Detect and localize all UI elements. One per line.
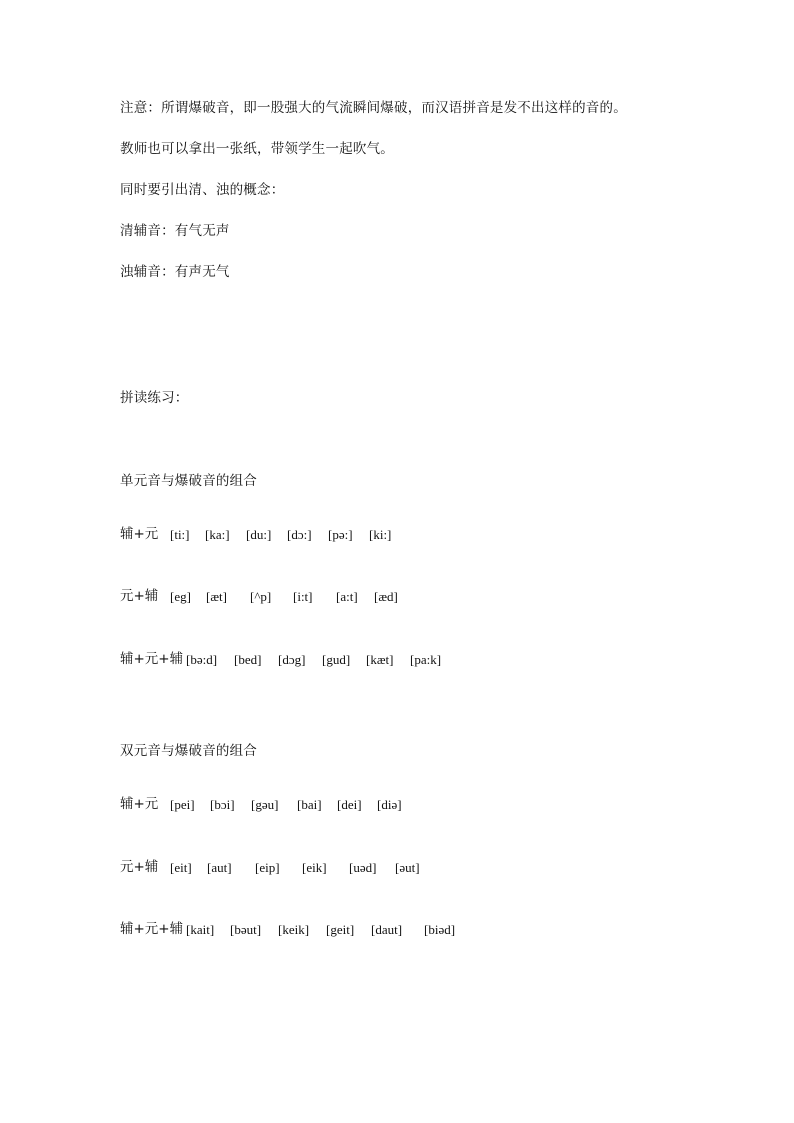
phonetic-item: [^p]: [250, 589, 272, 604]
phonetic-item: [æt]: [206, 589, 227, 604]
phonetic-item: [æd]: [374, 589, 398, 604]
phonetic-item: [bed]: [234, 652, 262, 667]
phonetic-item: [bɔi]: [210, 797, 235, 812]
phonetic-item: [keik]: [278, 922, 310, 937]
phonetic-item: [a:t]: [336, 589, 358, 604]
phonetic-item: [ki:]: [369, 527, 392, 542]
phonetic-item: [diə]: [377, 797, 402, 812]
phonetic-item: [geit]: [326, 922, 355, 937]
phonetic-item: [pə:]: [328, 527, 353, 542]
phonetic-item: [kait]: [186, 922, 215, 937]
note-voiced-consonant: 浊辅音：有声无气: [120, 264, 230, 280]
phonetic-item: [eip]: [255, 860, 280, 875]
row-label: 辅+元+辅: [120, 921, 184, 937]
row-label: 元+辅: [120, 859, 159, 875]
phonetic-item: [ti:]: [170, 527, 190, 542]
phonetic-item: [eit]: [170, 860, 192, 875]
section1-heading: 单元音与爆破音的组合: [120, 473, 257, 489]
phonetic-item: [eg]: [170, 589, 191, 604]
phonetic-item: [bai]: [297, 797, 322, 812]
note-teacher-paper: 教师也可以拿出一张纸，带领学生一起吹气。: [120, 141, 394, 157]
phonetic-item: [bəut]: [230, 922, 262, 937]
phonetic-item: [aut]: [207, 860, 232, 875]
row-label: 辅+元: [120, 526, 159, 542]
phonetic-item: [əut]: [395, 860, 420, 875]
phonetic-item: [dɔ:]: [287, 527, 312, 542]
phonetic-item: [gud]: [322, 652, 351, 667]
practice-heading: 拼读练习：: [120, 390, 189, 406]
phonetic-item: [daut]: [371, 922, 403, 937]
note-voiced-voiceless: 同时要引出清、浊的概念：: [120, 182, 285, 198]
phonetic-item: [i:t]: [293, 589, 313, 604]
phonetic-item: [dɔg]: [278, 652, 306, 667]
phonetic-item: [gəu]: [251, 797, 279, 812]
phonetic-item: [uəd]: [349, 860, 377, 875]
phonetic-item: [dei]: [337, 797, 362, 812]
section2-heading: 双元音与爆破音的组合: [120, 743, 257, 759]
phonetic-item: [eik]: [302, 860, 327, 875]
phonetic-item: [pei]: [170, 797, 195, 812]
phonetic-item: [bə:d]: [186, 652, 218, 667]
phonetic-item: [ka:]: [205, 527, 230, 542]
row-label: 元+辅: [120, 588, 159, 604]
phonetic-item: [pa:k]: [410, 652, 442, 667]
row-label: 辅+元: [120, 796, 159, 812]
phonetic-item: [kæt]: [366, 652, 394, 667]
phonetic-item: [biəd]: [424, 922, 456, 937]
note-voiceless-consonant: 清辅音：有气无声: [120, 223, 230, 239]
note-explosive-sound: 注意：所谓爆破音，即一股强大的气流瞬间爆破，而汉语拼音是发不出这样的音的。: [120, 100, 627, 116]
phonetic-item: [du:]: [246, 527, 272, 542]
row-label: 辅+元+辅: [120, 651, 184, 667]
